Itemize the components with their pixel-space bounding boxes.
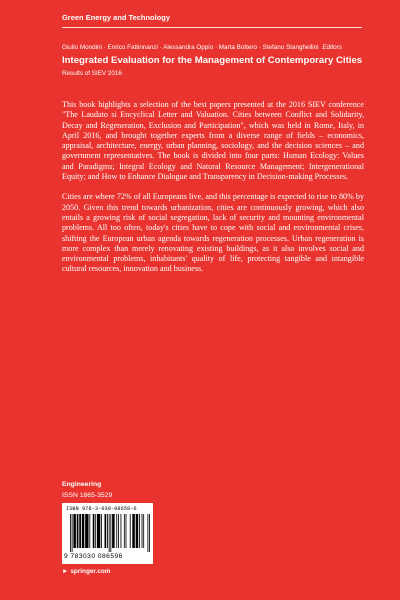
barcode-digits: 9 783030 086596 xyxy=(64,553,123,560)
barcode-bar xyxy=(149,514,150,552)
barcode-bar xyxy=(126,514,127,548)
barcode-bar xyxy=(136,514,139,548)
barcode-bar xyxy=(72,514,73,552)
barcode-bar xyxy=(97,514,100,548)
book-description xyxy=(62,100,364,285)
barcode-bar xyxy=(82,514,85,548)
arrow-right-icon: ► xyxy=(62,568,69,575)
barcode-bar xyxy=(79,514,81,548)
barcode-bars xyxy=(70,514,150,552)
editor-names: Giulio Mondini · Enrico Fattinnanzi · Alessandra Oppio · Marta Bottero · Stefano Stanghellini xyxy=(62,44,319,51)
book-subtitle: Results of SIEV 2016 xyxy=(62,70,122,77)
barcode-bar xyxy=(85,514,88,548)
barcode-bar xyxy=(132,514,135,548)
barcode-bar xyxy=(73,514,76,548)
barcode-bar xyxy=(143,514,144,548)
isbn-barcode xyxy=(62,503,153,564)
barcode-bar xyxy=(121,514,122,548)
description-paragraph-1: This book highlights a selection of the best papers presented at the 2016 SIEV conference "The Laudato si Encyclical Letter and Valuation. Cities between Conflict and Solidarity, Decay and Regeneration, Exclusion and Participation", which was held in Rome, Italy, in April 2016, and brought together experts from a diverse range of fields – economics, appraisal, architecture, energy, urban planning, sociology, and the decision sciences – and government representatives. The book is divided into four parts: Human Ecology: Values and Paradigms; Integral Ecology and Natural Resource Management; Intergenerational Equity; and How to Enhance Dialogue and Transparency in Decision-making Processes. xyxy=(62,100,364,182)
barcode-bar xyxy=(95,514,96,548)
barcode-bar xyxy=(70,514,71,552)
barcode-bar xyxy=(118,514,119,548)
barcode-bar xyxy=(110,514,111,552)
barcode-bar xyxy=(101,514,102,548)
barcode-bar xyxy=(105,514,107,548)
book-title: Integrated Evaluation for the Management of Contemporary Cities xyxy=(62,55,363,66)
publisher-url: springer.com xyxy=(70,568,111,575)
barcode-bar xyxy=(112,514,115,548)
editors-role: Editors xyxy=(322,44,342,51)
issn-number: ISSN 1865-3529 xyxy=(62,492,113,499)
series-name: Green Energy and Technology xyxy=(62,13,170,22)
subject-category: Engineering xyxy=(62,481,102,488)
description-paragraph-2: Cities are where 72% of all Europeans live, and this percentage is expected to rise to 80% by 2050. Given this trend towards urbanization, cities are continuously growing, which also entails a growing risk of social segregation, lack of security and mounting environmental problems. All too often, today's cities have to cope with social and environmental crises, shifting the European urban agenda towards regeneration processes. Urban regeneration is more complex than merely renovating existing buildings, as it also involves social and environmental problems, inhabitants' quality of life, protecting tangible and intangible cultural resources, innovation and business. xyxy=(62,192,364,274)
barcode-bar xyxy=(93,514,95,548)
barcode-bar xyxy=(139,514,140,548)
editors-line xyxy=(62,44,342,51)
isbn-label: ISBN 978-3-030-08659-6 xyxy=(66,506,137,512)
barcode-bar xyxy=(77,514,79,548)
barcode-bar xyxy=(130,514,131,548)
barcode-bar xyxy=(142,514,143,548)
barcode-bar xyxy=(89,514,90,548)
barcode-bar xyxy=(124,514,125,548)
barcode-bar xyxy=(116,514,117,548)
header-divider xyxy=(62,27,362,28)
barcode-bar xyxy=(109,514,110,552)
barcode-bar xyxy=(147,514,148,552)
barcode-bar xyxy=(107,514,108,548)
publisher-link xyxy=(62,568,110,575)
